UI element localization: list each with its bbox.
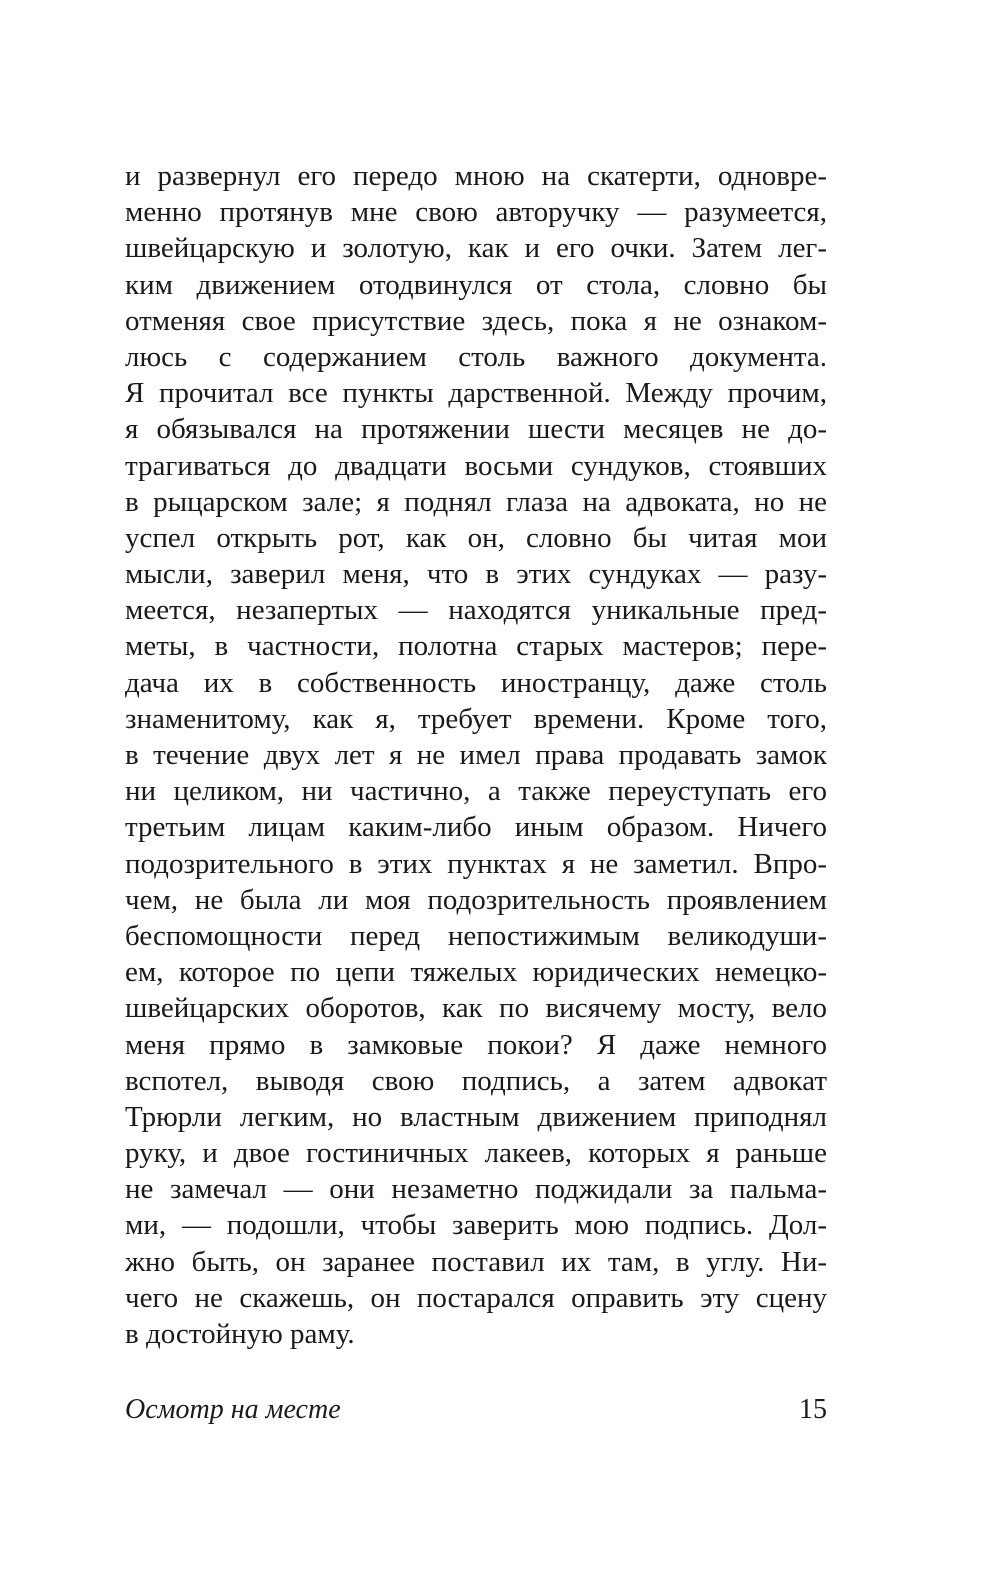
text-line: руку, и двое гостиничных лакеев, которых я раньше — [125, 1137, 827, 1170]
page-footer — [125, 1390, 827, 1430]
text-line: чем, не была ли моя подозрительность проявлением — [125, 883, 827, 916]
text-line: чего не скажешь, он постарался оправить эту сцену — [125, 1281, 827, 1314]
text-line: ким движением отодвинулся от стола, словно бы — [125, 268, 827, 301]
body-text — [125, 158, 827, 1352]
text-line: третьим лицам каким-либо иным образом. Ничего — [125, 811, 827, 844]
text-line: швейцарских оборотов, как по висячему мосту, вело — [125, 992, 827, 1025]
text-line: швейцарскую и золотую, как и его очки. Затем лег- — [125, 232, 827, 265]
text-line: беспомощности перед непостижимым великодуши- — [125, 919, 827, 952]
text-line: трагиваться до двадцати восьми сундуков, стоявших — [125, 449, 827, 482]
text-line: отменяя свое присутствие здесь, пока я не ознаком- — [125, 304, 827, 337]
text-line: успел открыть рот, как он, словно бы читая мои — [125, 521, 827, 554]
text-line: ни целиком, ни частично, а также переуступать его — [125, 775, 827, 808]
text-line: люсь с содержанием столь важного документа. — [125, 340, 827, 373]
text-line: в достойную раму. — [125, 1318, 355, 1350]
text-line: ем, которое по цепи тяжелых юридических немецко- — [125, 956, 827, 989]
text-line: меня прямо в замковые покои? Я даже немного — [125, 1028, 827, 1061]
page-number: 15 — [799, 1394, 827, 1425]
text-line: ми, — подошли, чтобы заверить мою подпись. Дол- — [125, 1209, 827, 1242]
text-line: менно протянув мне свою авторучку — разумеется, — [125, 196, 827, 229]
text-line: подозрительного в этих пунктах я не заметил. Впро- — [125, 847, 827, 880]
text-line: в рыцарском зале; я поднял глаза на адвоката, но не — [125, 485, 827, 518]
text-line: жно быть, он заранее поставил их там, в углу. Ни- — [125, 1245, 827, 1278]
text-line: Трюрли легким, но властным движением приподнял — [125, 1100, 827, 1133]
text-line: дача их в собственность иностранцу, даже столь — [125, 666, 827, 699]
text-line: знаменитому, как я, требует времени. Кроме того, — [125, 702, 827, 735]
text-line: меется, незапертых — находятся уникальные пред- — [125, 594, 827, 627]
text-line: в течение двух лет я не имел права продавать замок — [125, 739, 827, 771]
text-line: Я прочитал все пункты дарственной. Между прочим, — [125, 377, 827, 410]
text-line: вспотел, выводя свою подпись, а затем адвокат — [125, 1064, 827, 1097]
text-line: меты, в частности, полотна старых мастеров; пере- — [125, 630, 827, 663]
text-line: и развернул его передо мною на скатерти, одновре- — [125, 160, 827, 192]
text-line: мысли, заверил меня, что в этих сундуках — разу- — [125, 558, 827, 591]
running-title: Осмотр на месте — [125, 1394, 341, 1425]
text-line: я обязывался на протяжении шести месяцев не до- — [125, 413, 827, 446]
text-line: не замечал — они незаметно поджидали за пальма- — [125, 1173, 827, 1206]
